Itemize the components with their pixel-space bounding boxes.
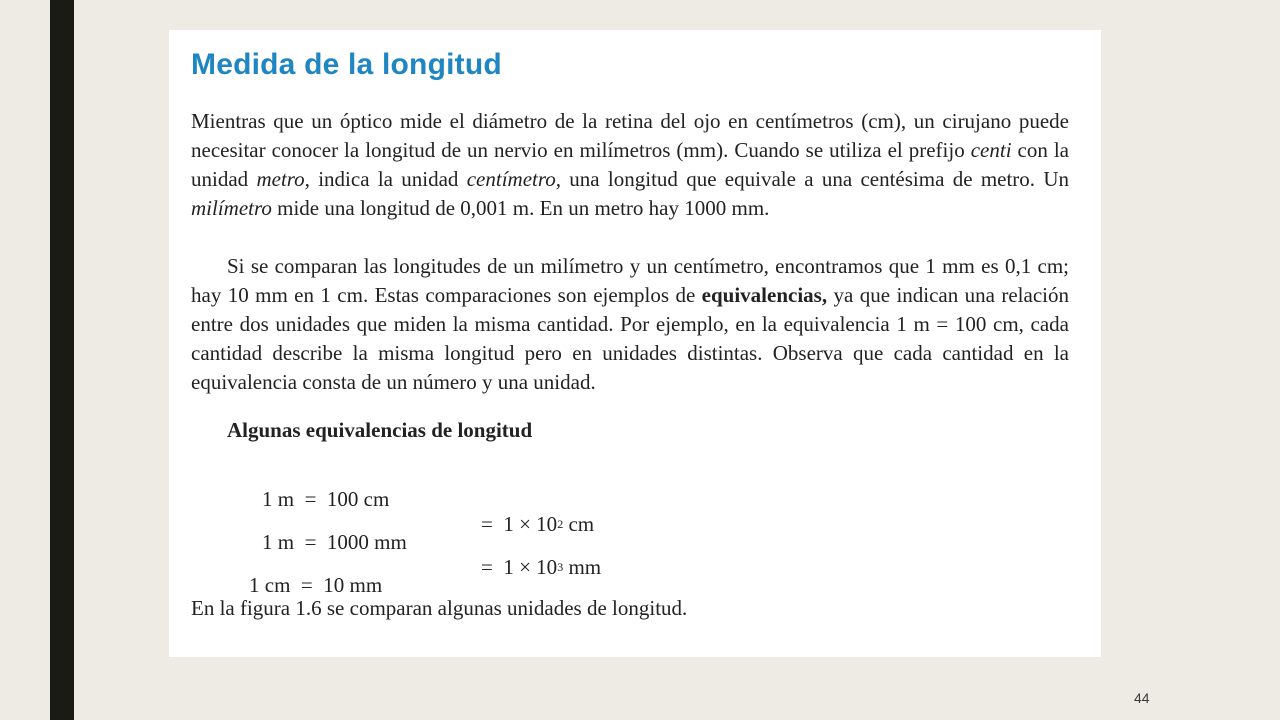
paragraph-2 (191, 252, 1069, 397)
closing-sentence: En la figura 1.6 se comparan algunas unidades de longitud. (191, 596, 688, 620)
term-centimetro: centímetro, (466, 167, 561, 191)
equivalences-heading: Algunas equivalencias de longitud (227, 418, 533, 442)
equivalence-main: 1 cm = 10 mm (249, 573, 383, 597)
page-number: 44 (1134, 690, 1150, 706)
scientific-base: = 1 × 10 (481, 555, 558, 579)
equivalence-main: 1 m = 100 cm (262, 487, 390, 511)
paragraph-1-text-4: una longitud que equivale a una centésima de metro. Un (561, 167, 1070, 191)
term-centi: centi (970, 138, 1012, 162)
paragraph-1-text-3: indica la unidad (309, 167, 467, 191)
scientific-exponent: 3 (557, 560, 564, 574)
paragraph-1 (191, 107, 1069, 223)
equivalence-scientific (481, 555, 601, 580)
document-title: Medida de la longitud (191, 48, 502, 81)
paragraph-2-text-2: ya que indican una relación entre dos unidades que miden la misma cantidad. Por ejemplo, en la equivalencia 1 m = 100 cm, cada cantidad describe la misma longitud pero en unidades distintas. Observa que cada cantidad en la equivalencia consta de un número y una unidad. (191, 283, 1069, 394)
scientific-unit: cm (563, 512, 595, 536)
document-image (169, 30, 1101, 657)
equivalence-main: 1 m = 1000 mm (262, 530, 407, 554)
slide-accent-bar (50, 0, 74, 720)
paragraph-1-text-1: Mientras que un óptico mide el diámetro de la retina del ojo en centímetros (cm), un cirujano puede necesitar conocer la longitud de un nervio en milímetros (mm). Cuando se utiliza el prefijo (191, 109, 1069, 162)
paragraph-1-text-5: mide una longitud de 0,001 m. En un metro hay 1000 mm. (271, 196, 770, 220)
term-equivalencias: equivalencias, (701, 283, 828, 307)
paragraph-1-text-2: con la unidad (191, 138, 1069, 191)
equivalence-scientific (481, 512, 594, 537)
term-metro: metro, (256, 167, 310, 191)
scientific-base: = 1 × 10 (481, 512, 558, 536)
scientific-unit: mm (563, 555, 602, 579)
scientific-exponent: 2 (557, 517, 564, 531)
term-milimetro: milímetro (191, 196, 272, 220)
paragraph-2-text-1: Si se comparan las longitudes de un milímetro y un centímetro, encontramos que 1 mm es 0,1 cm; hay 10 mm en 1 cm. Estas comparaciones son ejemplos de (191, 254, 1069, 307)
